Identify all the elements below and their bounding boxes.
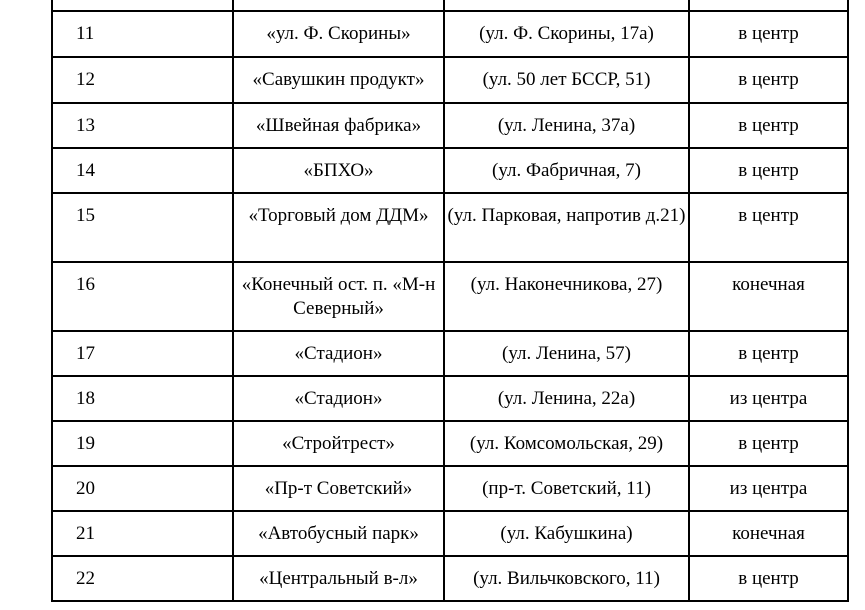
stop-address: (ул. Комсомольская, 29) [444, 421, 689, 466]
stop-address: (ул. Вильчковского, 11) [444, 556, 689, 601]
table-row [52, 556, 848, 601]
stop-direction: из центра [689, 376, 848, 421]
stop-address: (ул. Парковая, напротив д.21) [444, 193, 689, 262]
stop-name: «Центральный в-л» [233, 556, 444, 601]
stop-address: (ул. Кабушкина) [444, 511, 689, 556]
table-row-top-edge [52, 0, 848, 11]
row-number: 18 [52, 376, 233, 421]
table-cell [52, 0, 233, 11]
table-cell [233, 0, 444, 11]
stop-direction: в центр [689, 556, 848, 601]
table-row [52, 511, 848, 556]
row-number: 17 [52, 331, 233, 376]
row-number: 11 [52, 11, 233, 57]
stop-name: «Стадион» [233, 376, 444, 421]
table-row [52, 466, 848, 511]
stop-name: «Стройтрест» [233, 421, 444, 466]
row-number: 22 [52, 556, 233, 601]
stop-address: (ул. Ленина, 57) [444, 331, 689, 376]
stop-name: «Швейная фабрика» [233, 103, 444, 148]
stop-direction: в центр [689, 11, 848, 57]
table-row [52, 193, 848, 262]
stop-address: (ул. 50 лет БССР, 51) [444, 57, 689, 103]
row-number: 13 [52, 103, 233, 148]
table-row [52, 148, 848, 193]
stop-direction: конечная [689, 511, 848, 556]
stop-address: (пр-т. Советский, 11) [444, 466, 689, 511]
stop-address: (ул. Фабричная, 7) [444, 148, 689, 193]
stop-name: «Стадион» [233, 331, 444, 376]
stop-name: «БПХО» [233, 148, 444, 193]
row-number: 14 [52, 148, 233, 193]
stop-address: (ул. Ленина, 37а) [444, 103, 689, 148]
row-number: 15 [52, 193, 233, 262]
stop-name: «Пр-т Советский» [233, 466, 444, 511]
stop-name: «Автобусный парк» [233, 511, 444, 556]
table-row [52, 57, 848, 103]
table-row [52, 421, 848, 466]
row-number: 19 [52, 421, 233, 466]
stop-direction: конечная [689, 262, 848, 331]
table-row [52, 262, 848, 331]
stop-name: «ул. Ф. Скорины» [233, 11, 444, 57]
table-row [52, 376, 848, 421]
stop-direction: в центр [689, 57, 848, 103]
table-row [52, 11, 848, 57]
stop-direction: из центра [689, 466, 848, 511]
row-number: 12 [52, 57, 233, 103]
table-cell [444, 0, 689, 11]
table-cell [689, 0, 848, 11]
row-number: 21 [52, 511, 233, 556]
stop-direction: в центр [689, 193, 848, 262]
stop-name: «Торговый дом ДДМ» [233, 193, 444, 262]
stop-address: (ул. Наконечникова, 27) [444, 262, 689, 331]
row-number: 16 [52, 262, 233, 331]
stop-direction: в центр [689, 331, 848, 376]
stop-address: (ул. Ленина, 22а) [444, 376, 689, 421]
stop-direction: в центр [689, 148, 848, 193]
bus-stops-table [51, 0, 849, 602]
stop-address: (ул. Ф. Скорины, 17а) [444, 11, 689, 57]
stop-direction: в центр [689, 103, 848, 148]
table-row [52, 103, 848, 148]
stop-direction: в центр [689, 421, 848, 466]
stop-name: «Конечный ост. п. «М-н Северный» [233, 262, 444, 331]
table-row [52, 331, 848, 376]
row-number: 20 [52, 466, 233, 511]
stop-name: «Савушкин продукт» [233, 57, 444, 103]
